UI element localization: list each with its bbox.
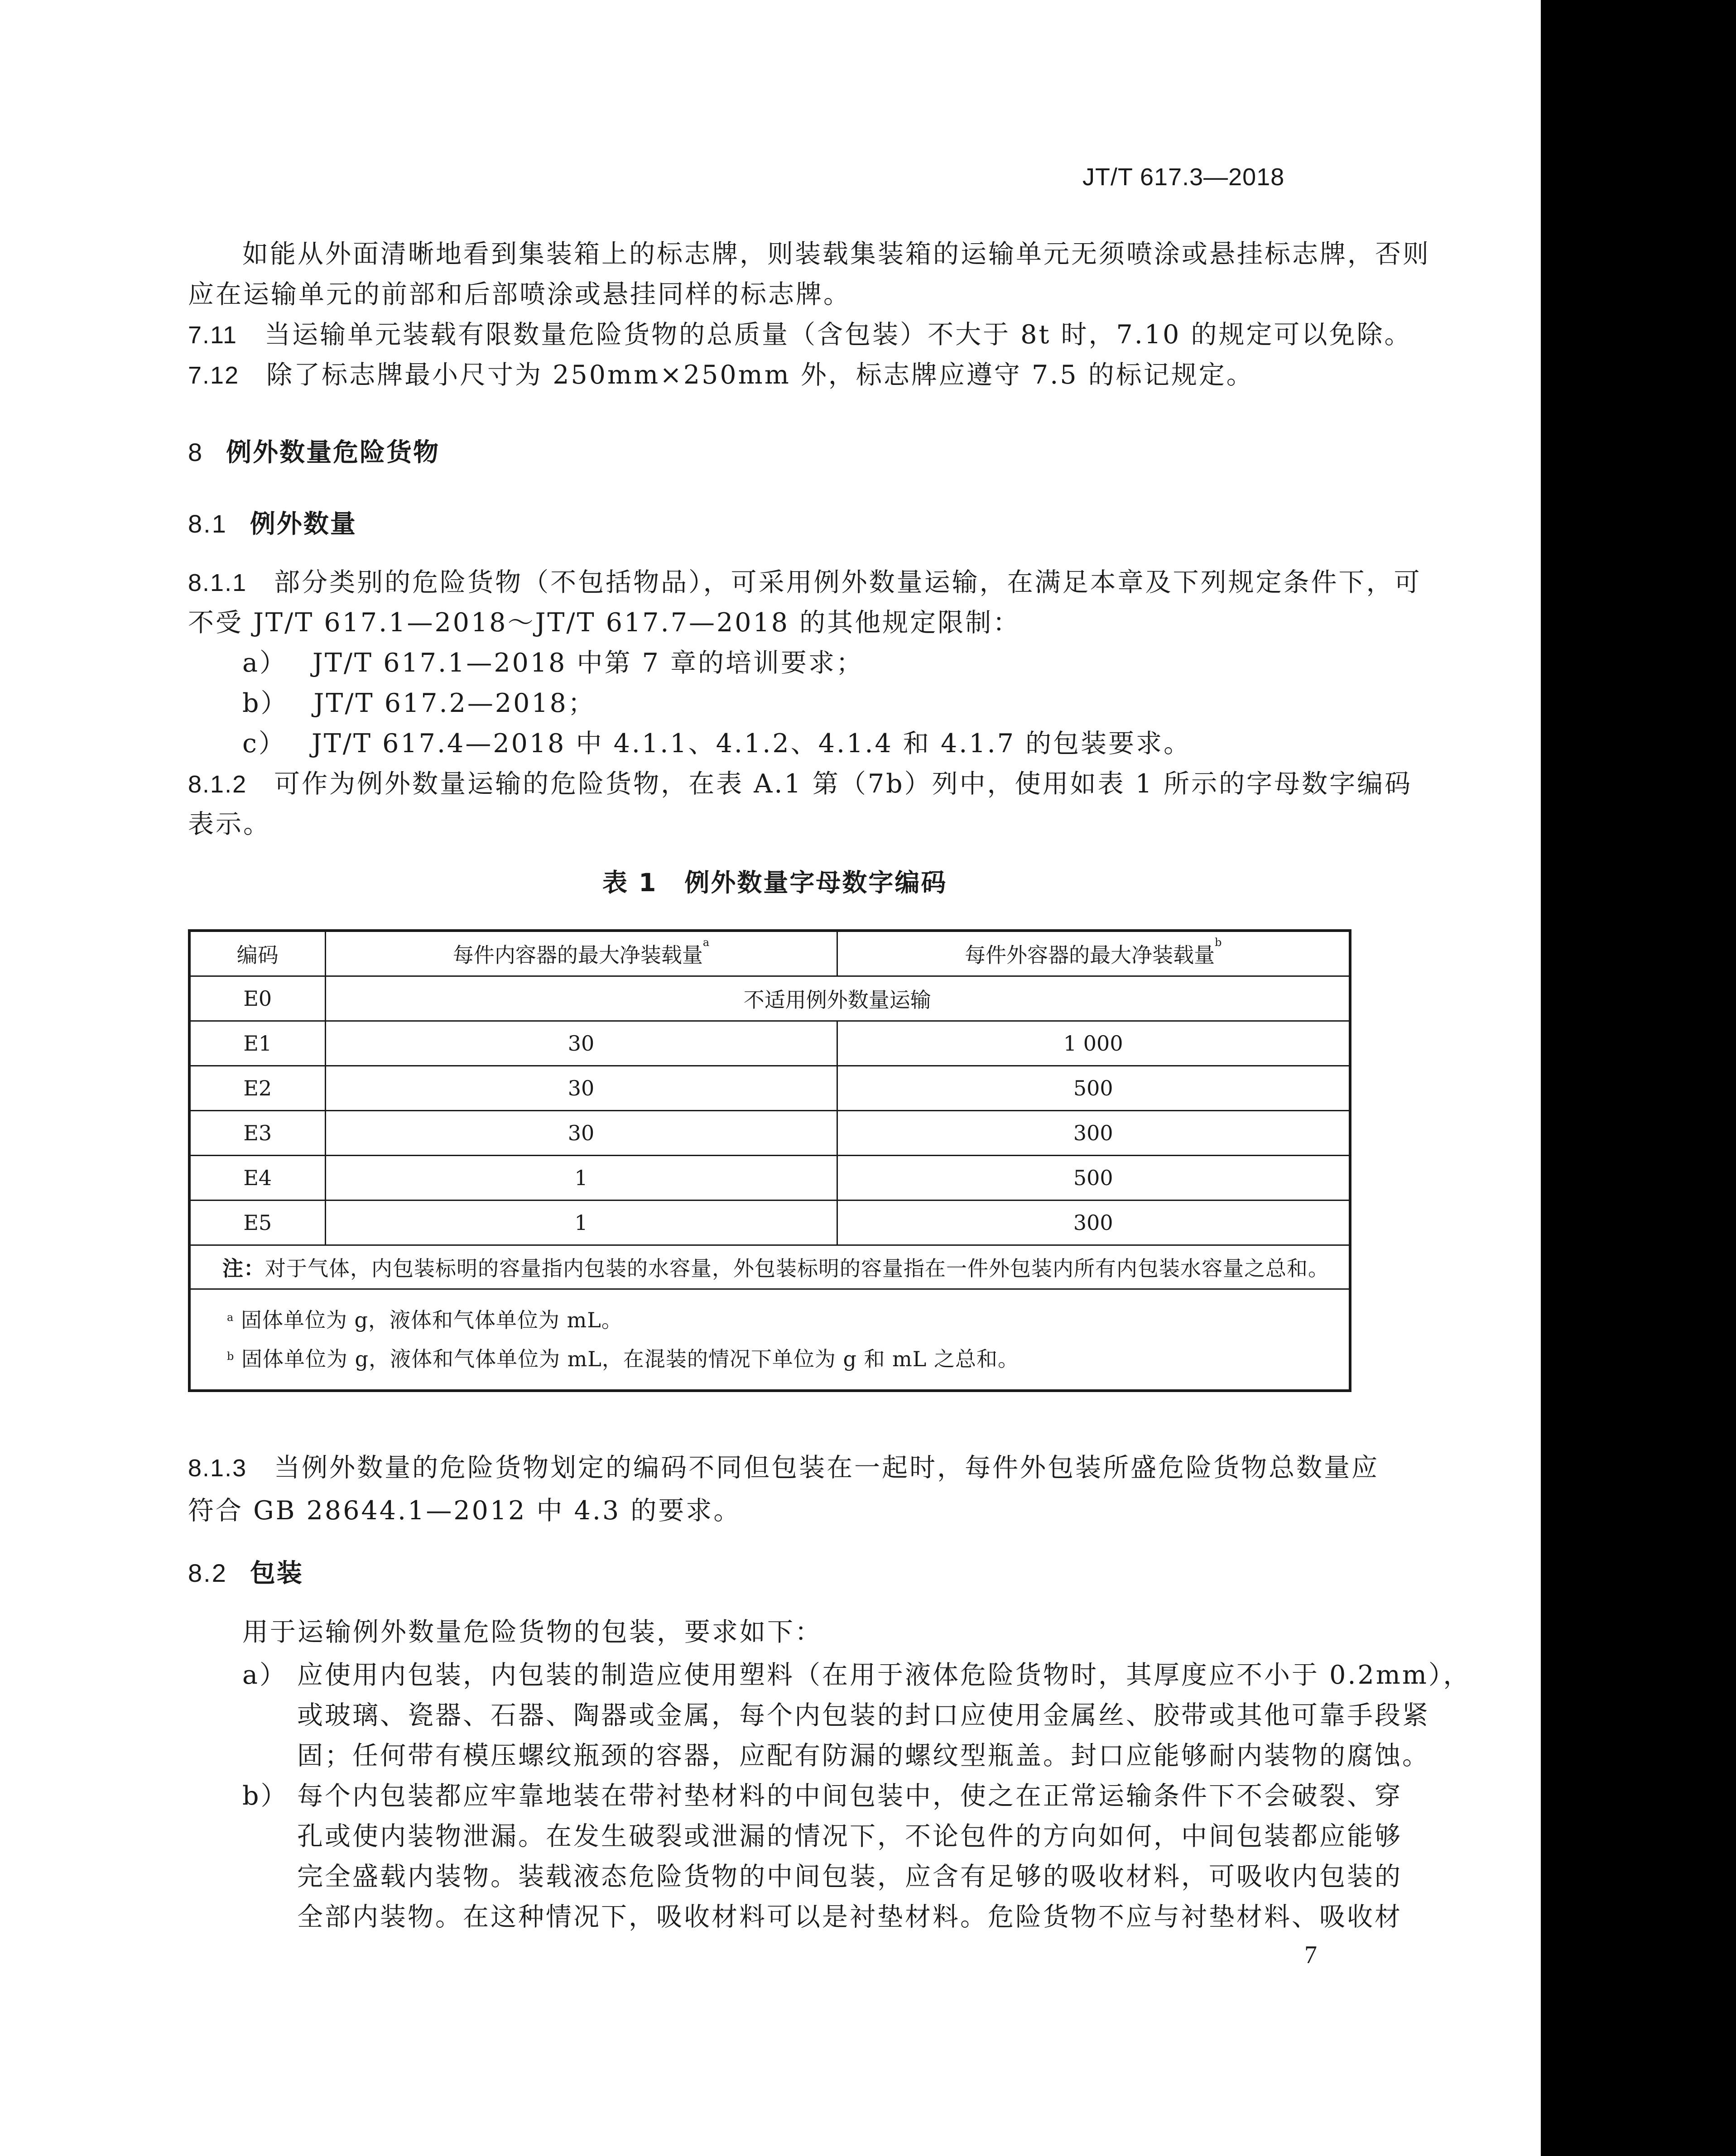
cell-code: E4 bbox=[189, 1156, 325, 1200]
cell-inner: 30 bbox=[325, 1111, 837, 1156]
table-header-row bbox=[189, 931, 1350, 976]
table-note-row bbox=[189, 1245, 1350, 1289]
cell-inner: 30 bbox=[325, 1021, 837, 1066]
section-number: 8.2 bbox=[188, 1559, 227, 1587]
cell-e0-text: 不适用例外数量运输 bbox=[325, 976, 1350, 1021]
pack-item-a-line1: 应使用内包装，内包装的制造应使用塑料（在用于液体危险货物时，其厚度应不小于 0.2mm）， bbox=[297, 1660, 1471, 1690]
para-intro-line1: 如能从外面清晰地看到集装箱上的标志牌，则装载集装箱的运输单元无须喷涂或悬挂标志牌，否则 bbox=[242, 239, 1430, 269]
section-8-heading bbox=[188, 432, 440, 469]
header-outer: 每件外容器的最大净装载量$^b$ bbox=[837, 931, 1350, 976]
table-caption-number: 表 1 bbox=[602, 868, 658, 897]
header-inner: 每件内容器的最大净装载量$^a$ bbox=[325, 931, 837, 976]
clause-text: 当例外数量的危险货物划定的编码不同但包装在一起时，每件外包装所盛危险货物总数量应 bbox=[274, 1453, 1380, 1483]
clause-8-1-3-line1 bbox=[188, 1447, 1379, 1484]
pack-item-a-label: a） bbox=[242, 1660, 287, 1690]
table-row bbox=[189, 1156, 1350, 1200]
pack-item-b-line4: 全部内装物。在这种情况下，吸收材料可以是衬垫材料。危险货物不应与衬垫材料、吸收材 bbox=[297, 1902, 1402, 1932]
cell-code: E1 bbox=[189, 1021, 325, 1066]
cell-outer: 300 bbox=[837, 1111, 1350, 1156]
list-item-b bbox=[242, 682, 596, 720]
cell-outer: 300 bbox=[837, 1200, 1350, 1245]
cell-code: E2 bbox=[189, 1066, 325, 1111]
clause-number: 7.12 bbox=[188, 362, 240, 389]
list-text: JT/T 617.2—2018； bbox=[313, 688, 596, 718]
section-title: 包装 bbox=[250, 1559, 303, 1588]
footnote-a: $^a$ 固体单位为 g，液体和气体单位为 mL。 bbox=[227, 1308, 623, 1332]
cell-outer: 500 bbox=[837, 1156, 1350, 1200]
clause-8-1-3-line2: 符合 GB 28644.1—2012 中 4.3 的要求。 bbox=[188, 1496, 741, 1526]
cell-outer: 500 bbox=[837, 1066, 1350, 1111]
cell-code: E0 bbox=[189, 976, 325, 1021]
cell-inner: 30 bbox=[325, 1066, 837, 1111]
list-text: JT/T 617.4—2018 中 4.1.1、4.1.2、4.1.4 和 4.1.7 的包装要求。 bbox=[311, 729, 1192, 759]
scan-edge-band bbox=[1541, 0, 1736, 2156]
table-row bbox=[189, 1066, 1350, 1111]
table-row bbox=[189, 1021, 1350, 1066]
clause-number: 8.1.1 bbox=[188, 569, 247, 596]
header-code: 编码 bbox=[189, 931, 325, 976]
pack-item-b-label: b） bbox=[242, 1781, 289, 1811]
clause-7-11 bbox=[188, 314, 1412, 351]
list-item-a bbox=[242, 642, 864, 679]
footnote-b: $^b$ 固体单位为 g，液体和气体单位为 mL，在混装的情况下单位为 g 和 mL 之总和。 bbox=[227, 1347, 1019, 1371]
section-title: 例外数量 bbox=[250, 509, 357, 539]
list-label: c） bbox=[242, 729, 286, 759]
section-8-2-intro: 用于运输例外数量危险货物的包装，要求如下： bbox=[242, 1617, 822, 1647]
table-footnotes bbox=[189, 1289, 1350, 1391]
exception-code-table bbox=[188, 929, 1351, 1392]
clause-8-1-2-line1 bbox=[188, 763, 1412, 800]
list-label: a） bbox=[242, 648, 287, 678]
note-text: 对于气体，内包装标明的容量指内包装的水容量，外包装标明的容量指在一件外包装内所有内包装水容量之总和。 bbox=[265, 1256, 1329, 1281]
table-caption-title: 例外数量字母数字编码 bbox=[684, 868, 947, 897]
clause-number: 8.1.3 bbox=[188, 1455, 247, 1482]
clause-text: 部分类别的危险货物（不包括物品），可采用例外数量运输，在满足本章及下列规定条件下，可 bbox=[274, 567, 1422, 597]
list-label: b） bbox=[242, 688, 289, 718]
pack-item-a-line3: 固；任何带有模压螺纹瓶颈的容器，应配有防漏的螺纹型瓶盖。封口应能够耐内装物的腐蚀。 bbox=[297, 1741, 1430, 1771]
table-row bbox=[189, 976, 1350, 1021]
clause-text: 当运输单元装载有限数量危险货物的总质量（含包装）不大于 8t 时，7.10 的规定可以免除。 bbox=[264, 320, 1412, 350]
clause-7-12 bbox=[188, 354, 1254, 391]
pack-item-b-line1: 每个内包装都应牢靠地装在带衬垫材料的中间包装中，使之在正常运输条件下不会破裂、穿 bbox=[297, 1781, 1402, 1811]
table-row bbox=[189, 1200, 1350, 1245]
table-footnote-row bbox=[189, 1289, 1350, 1391]
list-item-c bbox=[242, 723, 1191, 760]
cell-code: E5 bbox=[189, 1200, 325, 1245]
page-number: 7 bbox=[1304, 1941, 1317, 1969]
section-8-2-heading bbox=[188, 1553, 303, 1589]
list-text: JT/T 617.1—2018 中第 7 章的培训要求； bbox=[312, 648, 864, 678]
table-row bbox=[189, 1111, 1350, 1156]
para-intro-line2: 应在运输单元的前部和后部喷涂或悬挂同样的标志牌。 bbox=[188, 279, 851, 309]
section-title: 例外数量危险货物 bbox=[226, 438, 440, 467]
table-caption bbox=[602, 863, 947, 898]
clause-8-1-1-line1 bbox=[188, 562, 1422, 599]
cell-outer: 1 000 bbox=[837, 1021, 1350, 1066]
pack-item-a-line2: 或玻璃、瓷器、石器、陶器或金属，每个内包装的封口应使用金属丝、胶带或其他可靠手段紧 bbox=[297, 1700, 1430, 1730]
table-note bbox=[189, 1245, 1350, 1289]
pack-item-b-line2: 孔或使内装物泄漏。在发生破裂或泄漏的情况下，不论包件的方向如何，中间包装都应能够 bbox=[297, 1821, 1402, 1851]
section-number: 8.1 bbox=[188, 509, 227, 538]
cell-code: E3 bbox=[189, 1111, 325, 1156]
clause-8-1-1-line2: 不受 JT/T 617.1—2018～JT/T 617.7—2018 的其他规定限制： bbox=[188, 608, 1021, 638]
clause-number: 8.1.2 bbox=[188, 771, 247, 798]
standard-code: JT/T 617.3—2018 bbox=[1082, 163, 1285, 191]
cell-inner: 1 bbox=[325, 1200, 837, 1245]
cell-inner: 1 bbox=[325, 1156, 837, 1200]
clause-8-1-2-line2: 表示。 bbox=[188, 809, 271, 839]
clause-text: 除了标志牌最小尺寸为 250mm×250mm 外，标志牌应遵守 7.5 的标记规定。 bbox=[266, 360, 1254, 390]
pack-item-b-line3: 完全盛载内装物。装载液态危险货物的中间包装，应含有足够的吸收材料，可吸收内包装的 bbox=[297, 1862, 1402, 1892]
note-label: 注： bbox=[222, 1256, 265, 1281]
clause-text: 可作为例外数量运输的危险货物，在表 A.1 第（7b）列中，使用如表 1 所示的字母数字编码 bbox=[274, 769, 1413, 799]
section-number: 8 bbox=[188, 438, 204, 466]
clause-number: 7.11 bbox=[188, 322, 238, 349]
section-8-1-heading bbox=[188, 504, 357, 540]
